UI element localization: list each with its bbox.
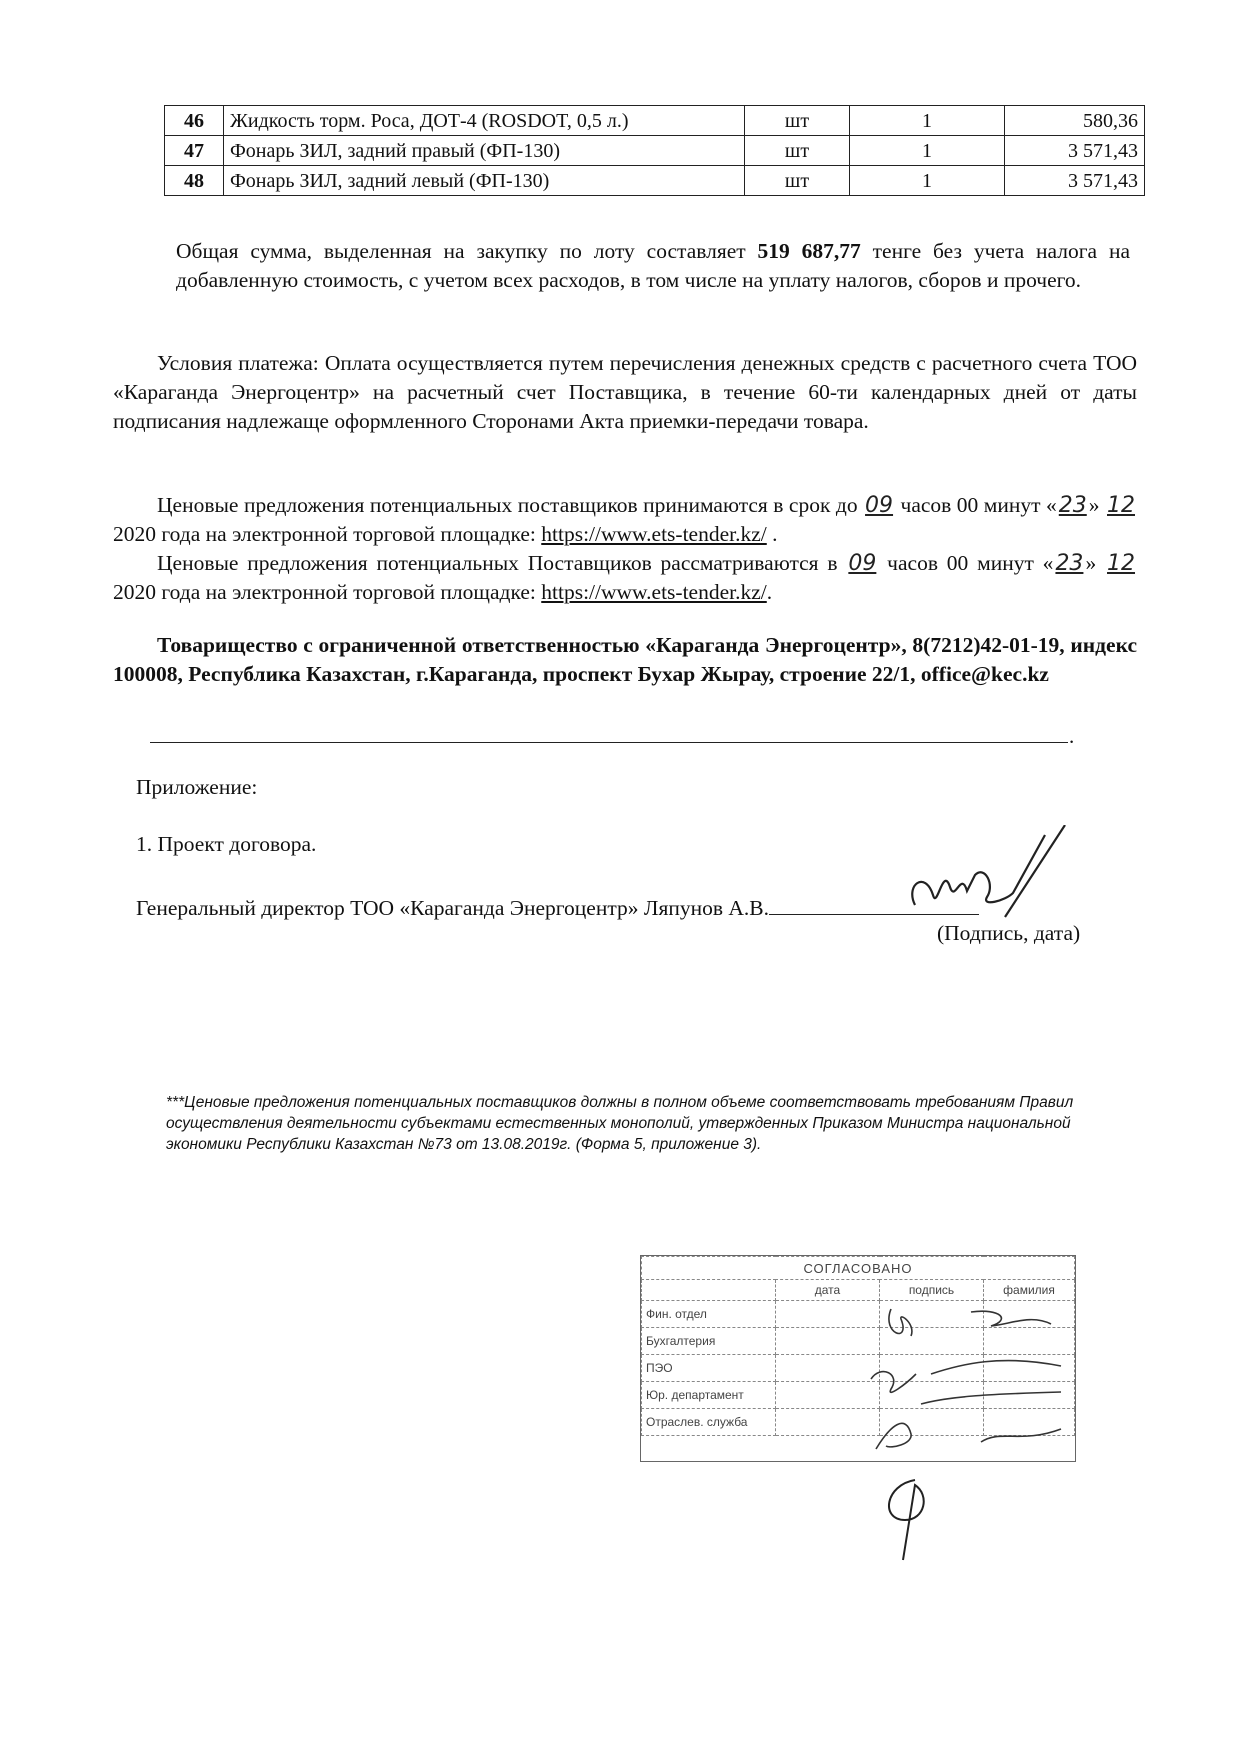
ets-tender-link-2[interactable]: https://www.ets-tender.kz/ [541,580,767,604]
deadline-accept-text-4: 2020 года на электронной торговой площадке: [113,522,542,546]
deadline-review-text-4: 2020 года на электронной торговой площадке: [113,580,542,604]
payment-text: Условия платежа: Оплата осуществляется путем перечисления денежных средств с расчетного счета ТОО «Караганда Энергоцентр» на расчетный счет Поставщика, в течение 60-ти календарных дней от даты подписания надлежаще оформленного Сторонами Акта приемки-передачи товара. [113,351,1137,433]
table-row [165,106,1145,136]
deadline-review-end: . [766,580,773,604]
payment-paragraph [113,349,1137,436]
appendix-item-1: 1. Проект договора. [136,832,317,856]
deadline-accept [113,491,1137,549]
item-number: 47 [165,136,224,166]
total-amount: 519 687,77 [757,239,861,263]
deadline-section [113,491,1137,607]
items-table [164,105,1145,196]
item-unit: шт [745,166,850,196]
item-price: 3 571,43 [1005,136,1145,166]
company-details: Товарищество с ограниченной ответственностью «Караганда Энергоцентр», 8(7212)42-01-19, индекс 100008, Республика Казахстан, г.Караганда, проспект Бухар Жырау, строение 22/1, office@kec.kz [113,633,1137,686]
deadline-accept-text: Ценовые предложения потенциальных поставщиков принимаются в срок до [157,493,864,517]
deadline-review [113,549,1137,607]
items-table-body [165,106,1145,196]
stamp-row-label: Юр. департамент [642,1382,776,1409]
stamp-row-label: ПЭО [642,1355,776,1382]
table-row [165,166,1145,196]
item-price: 3 571,43 [1005,166,1145,196]
signature-line [136,892,979,923]
total-prefix: Общая сумма, выделенная на закупку по лоту составляет [176,239,758,263]
signature-position: Генеральный директор ТОО «Караганда Энергоцентр» Ляпунов А.В. [136,896,770,920]
ets-tender-link[interactable]: https://www.ets-tender.kz/ [541,522,767,546]
stamp-header-row [642,1280,1075,1301]
handwritten-month-2: 12 [1107,551,1136,576]
stamp-row-label: Фин. отдел [642,1301,776,1328]
stamp-header-date: дата [776,1280,880,1301]
deadline-accept-end: . [766,522,778,546]
deadline-review-text-2: часов 00 минут « [878,551,1054,575]
stamp-row-label: Бухгалтерия [642,1328,776,1355]
appendix-label: Приложение: [136,775,258,799]
handwritten-hour: 09 [865,493,894,518]
deadline-review-text-3: » [1085,551,1106,575]
deadline-accept-text-3: » [1088,493,1105,517]
item-name: Фонарь ЗИЛ, задний правый (ФП-130) [224,136,745,166]
handwritten-day-2: 23 [1055,551,1084,576]
item-price: 580,36 [1005,106,1145,136]
company-underline [150,742,1068,743]
stamp-row-label: Отраслев. служба [642,1409,776,1436]
item-quantity: 1 [850,136,1005,166]
stamp-header [642,1280,776,1301]
total-suffix: тенге без учета налога на добавленную стоимость, с учетом всех расходов, в том числе на уплату налогов, сборов и прочего. [176,239,1130,292]
table-row [165,136,1145,166]
total-paragraph [176,237,1130,295]
handwritten-hour-2: 09 [848,551,877,576]
approval-stamp [640,1255,1076,1462]
handwritten-day: 23 [1058,493,1087,518]
item-unit: шт [745,106,850,136]
deadline-accept-text-2: часов 00 минут « [895,493,1057,517]
stamp-header-surname: фамилия [984,1280,1075,1301]
item-number: 46 [165,106,224,136]
stamp-title: СОГЛАСОВАНО [642,1257,1075,1280]
stamp-header-signature: подпись [880,1280,984,1301]
item-quantity: 1 [850,106,1005,136]
item-number: 48 [165,166,224,196]
item-name: Жидкость торм. Роса, ДОТ-4 (ROSDOT, 0,5 л.) [224,106,745,136]
item-quantity: 1 [850,166,1005,196]
company-underline-end: . [1069,724,1075,748]
handwritten-month: 12 [1107,493,1135,518]
item-unit: шт [745,136,850,166]
approval-signatures [861,1304,1071,1454]
signature-caption: (Подпись, дата) [937,921,1081,945]
deadline-review-text: Ценовые предложения потенциальных Поставщиков рассматриваются в [157,551,847,575]
footnote: ***Ценовые предложения потенциальных поставщиков должны в полном объеме соответствовать требованиям Правил осуществления деятельности субъектами естественных монополий, утвержденных Приказом Министра национальной экономики Республики Казахстан №73 от 13.08.2019г. (Форма 5, приложение 3). [166,1094,1074,1153]
initials-mark [875,1475,945,1565]
item-name: Фонарь ЗИЛ, задний левый (ФП-130) [224,166,745,196]
